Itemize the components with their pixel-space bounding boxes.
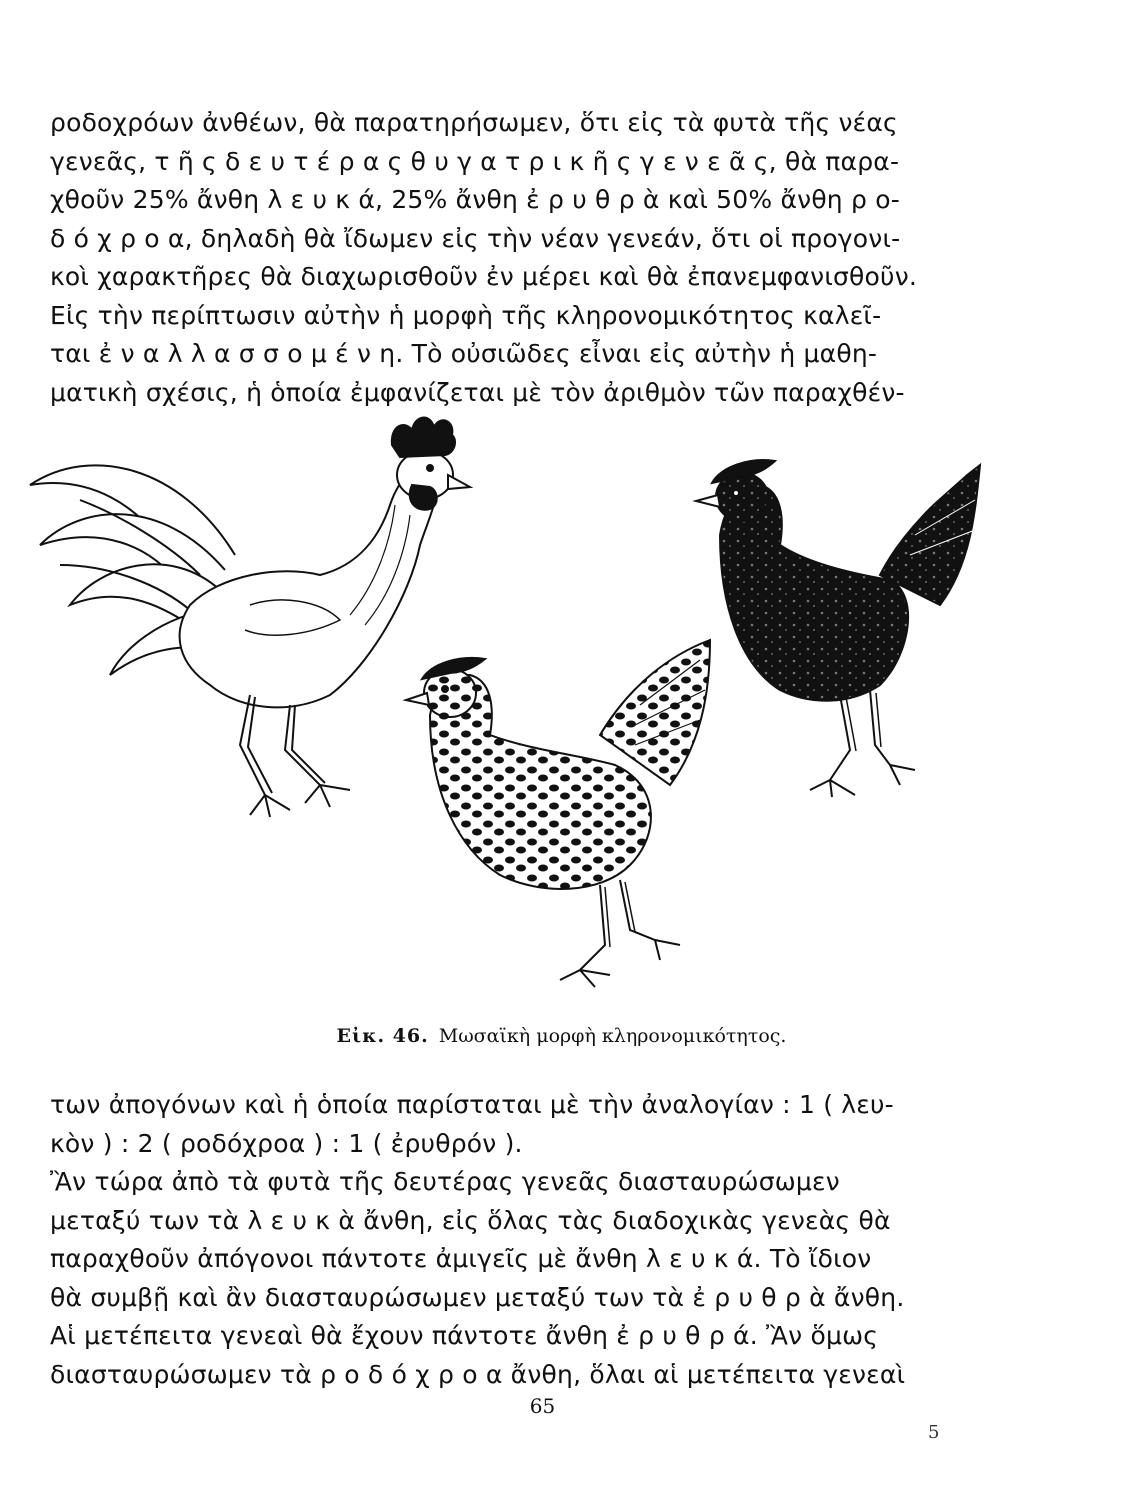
text-line: θὰ συμβῇ καὶ ἂν διασταυρώσωμεν μεταξύ των τὰ ἐ ρ υ θ ρ ὰ ἄνθη.: [50, 1282, 905, 1312]
figure-caption: [0, 1025, 1123, 1047]
speckled-hen-drawing: [406, 640, 710, 987]
text-line: κοὶ χαρακτῆρες θὰ διαχωρισθοῦν ἐν μέρει καὶ θὰ ἐπανεμφανισθοῦν.: [50, 262, 918, 291]
text-line: κὸν ) : 2 ( ροδόχροα ) : 1 ( ἐρυθρόν ).: [50, 1128, 523, 1158]
caption-label: Εἰκ. 46.: [336, 1025, 429, 1047]
text-line: δ ό χ ρ ο α, δηλαδὴ θὰ ἴδωμεν εἰς τὴν νέαν γενεάν, ὅτι οἱ προγονι-: [50, 223, 901, 253]
text-line: των ἀπογόνων καὶ ἡ ὁποία παρίσταται μὲ τὴν ἀναλογίαν : 1 ( λευ-: [50, 1090, 894, 1119]
text-line: Αἱ μετέπειτα γενεαὶ θὰ ἔχουν πάντοτε ἄνθη ἐ ρ υ θ ρ ά. Ἂν ὅμως: [50, 1321, 879, 1350]
black-hen-drawing: [696, 460, 980, 797]
paragraph-top: [50, 104, 980, 412]
text-line: ροδοχρόων ἀνθέων, θὰ παρατηρήσωμεν, ὅτι εἰς τὰ φυτὰ τῆς νέας: [50, 108, 898, 137]
text-line: διασταυρώσωμεν τὰ ρ ο δ ό χ ρ ο α ἄνθη, ὅλαι αἱ μετέπειτα γενεαὶ: [50, 1359, 906, 1389]
text-line: Εἰς τὴν περίπτωσιν αὐτὴν ἡ μορφὴ τῆς κληρονομικότητος καλεῖ-: [50, 300, 882, 330]
text-line: γενεᾶς, τ ῆ ς δ ε υ τ έ ρ α ς θ υ γ α τ ρ ι κ ῆ ς γ ε ν ε ᾶ ς, θὰ παρα-: [50, 146, 900, 176]
chicken-illustration: [20, 405, 1010, 1005]
text-line: ται ἐ ν α λ λ α σ σ ο μ έ ν η. Τὸ οὐσιῶδες εἶναι εἰς αὐτὴν ἡ μαθη-: [50, 339, 878, 368]
paragraph-bottom: [50, 1086, 980, 1394]
white-rooster-drawing: [30, 418, 470, 817]
text-line: χθοῦν 25% ἄνθη λ ε υ κ ά, 25% ἄνθη ἐ ρ υ θ ρ ὰ καὶ 50% ἄνθη ρ ο-: [50, 185, 900, 214]
text-line: Ἂν τώρα ἀπὸ τὰ φυτὰ τῆς δευτέρας γενεᾶς διασταυρώσωμεν: [50, 1167, 840, 1196]
signature-mark: 5: [928, 1422, 940, 1443]
caption-text: Μωσαϊκὴ μορφὴ κληρονομικότητος.: [438, 1025, 787, 1047]
text-line: μεταξύ των τὰ λ ε υ κ ὰ ἄνθη, εἰς ὅλας τὰς διαδοχικὰς γενεὰς θὰ: [50, 1205, 891, 1235]
page-number: 65: [529, 1394, 556, 1418]
text-line: ματικὴ σχέσις, ἡ ὁποία ἐμφανίζεται μὲ τὸν ἀριθμὸν τῶν παραχθέν-: [50, 377, 905, 407]
text-line: παραχθοῦν ἀπόγονοι πάντοτε ἀμιγεῖς μὲ ἄνθη λ ε υ κ ά. Τὸ ἴδιον: [50, 1244, 872, 1273]
